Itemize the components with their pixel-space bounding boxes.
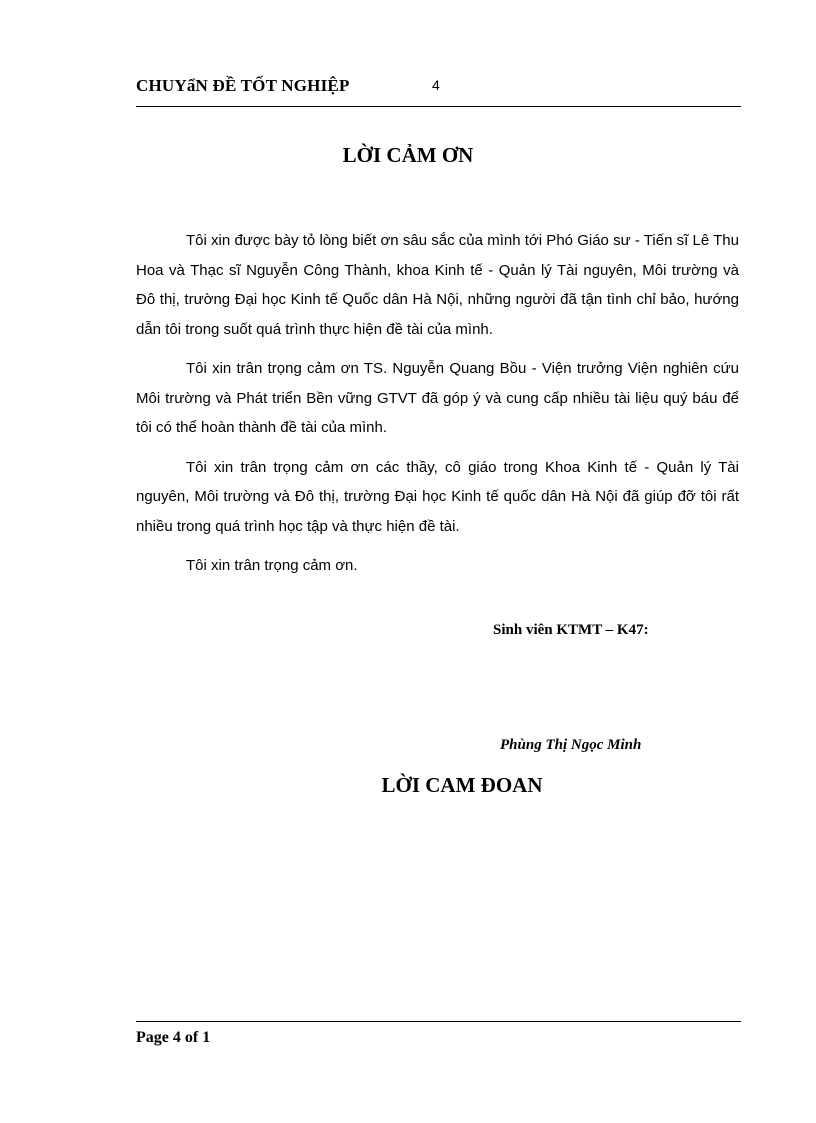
header-page-number: 4	[432, 77, 440, 93]
paragraph: Tôi xin trân trọng cảm ơn các thầy, cô giáo trong Khoa Kinh tế - Quản lý Tài nguyên, Môi trường và Đô thị, trường Đại học Kinh tế quốc dân Hà Nội đã giúp đỡ tôi rất nhiều trong quá trình học tập và thực hiện đề tài.	[136, 458, 739, 535]
commit-heading: LỜI CAM ĐOAN	[381, 773, 543, 797]
paragraph: Tôi xin trân trọng cảm ơn.	[186, 557, 358, 574]
thanks-heading: LỜI CẢM ƠN	[342, 143, 474, 167]
signer-role: Sinh viên KTMT – K47:	[493, 622, 649, 638]
footer-divider	[136, 1021, 741, 1022]
paragraph: Tôi xin trân trọng cảm ơn TS. Nguyễn Quang Bồu - Viện trưởng Viện nghiên cứu Môi trường và Phát triển Bền vững GTVT đã góp ý và cung cấp nhiều tài liệu quý báu để tôi có thể hoàn thành đề tài của mình.	[136, 360, 739, 436]
footer-page-label: Page 4 of 1	[136, 1029, 211, 1046]
paragraph: Tôi xin được bày tỏ lòng biết ơn sâu sắc của mình tới Phó Giáo sư - Tiến sĩ Lê Thu Hoa và Thạc sĩ Nguyễn Công Thành, khoa Kinh tế - Quản lý Tài nguyên, Môi trường và Đô thị, trường Đại học Kinh tế Quốc dân Hà Nội, những người đã tận tình chỉ bảo, hướng dẫn tôi trong suốt quá trình thực hiện đề tài của mình.	[136, 232, 739, 338]
header-title: CHUYẩN ĐỀ TỐT NGHIỆP	[136, 76, 350, 95]
header-divider	[136, 106, 741, 107]
thanks-body	[136, 226, 739, 591]
signer-name: Phùng Thị Ngọc Minh	[500, 737, 642, 753]
